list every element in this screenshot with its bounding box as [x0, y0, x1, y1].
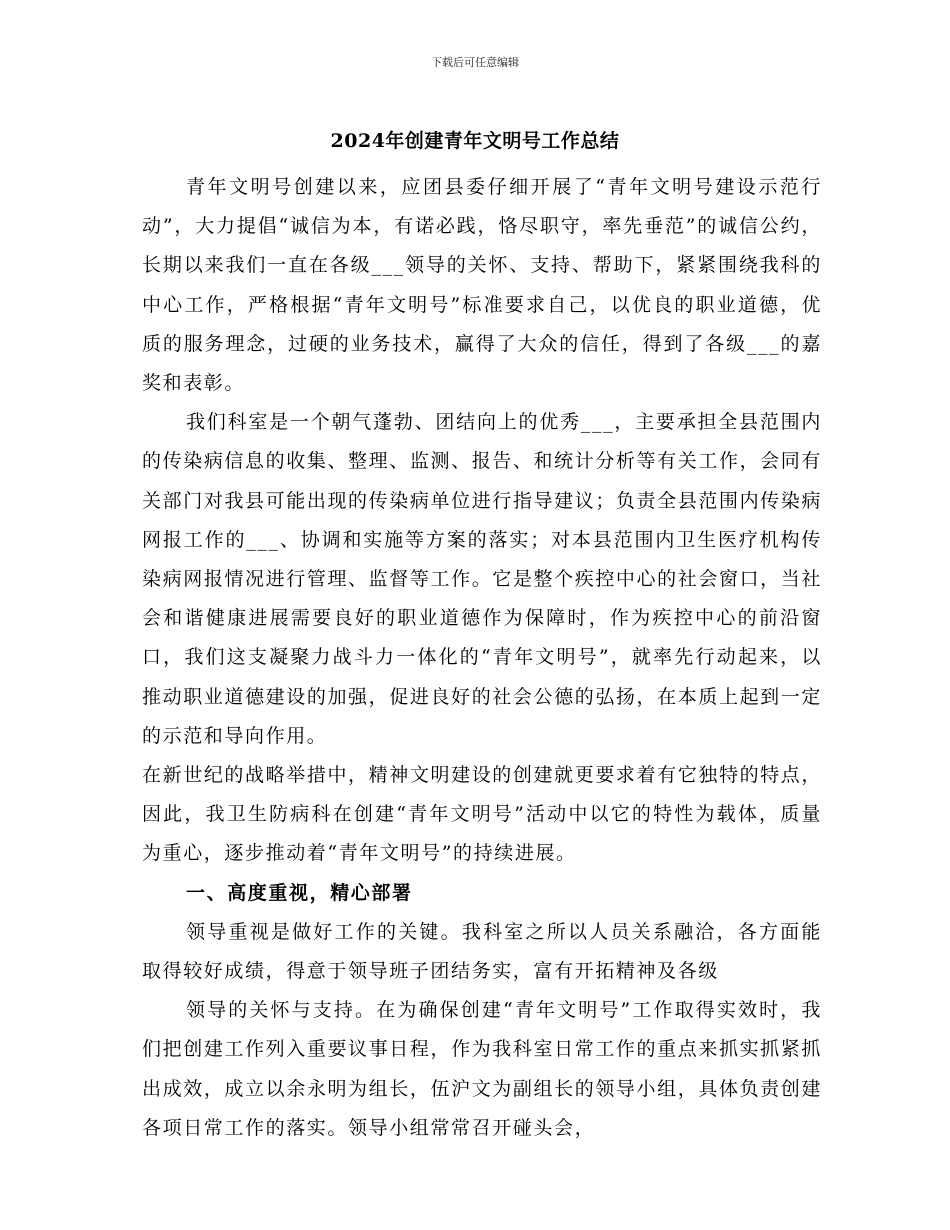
paragraph-leadership: 领导重视是做好工作的关键。我科室之所以人员关系融洽，各方面能取得较好成绩，得意于领导班子团结务实，富有开拓精神及各级 — [142, 920, 822, 983]
section-heading: 一、高度重视，精心部署 — [186, 881, 413, 904]
document-body — [142, 168, 822, 1148]
paragraph-leadership-cont: 领导的关怀与支持。在为确保创建“青年文明号”工作取得实效时，我们把创建工作列入重要议事日程，作为我科室日常工作的重点来抓实抓紧抓出成效，成立以余永明为组长，伍沪文为副组长的领导小组，具体负责创建各项日常工作的落实。领导小组常常召开碰头会， — [142, 999, 822, 1139]
document-title: 2024年创建青年文明号工作总结 — [330, 130, 620, 152]
paragraph-department: 我们科室是一个朝气蓬勃、团结向上的优秀___，主要承担全县范围内的传染病信息的收集、整理、监测、报告、和统计分析等有关工作，会同有关部门对我县可能出现的传染病单位进行指导建议；负责全县范围内传染病网报工作的___、协调和实施等方案的落实；对本县范围内卫生医疗机构传染病网报情况进行管理、监督等工作。它是整个疾控中心的社会窗口，当社会和谐健康进展需要良好的职业道德作为保障时，作为疾控中心的前沿窗口，我们这支凝聚力战斗力一体化的“青年文明号”，就率先行动起来，以推动职业道德建设的加强，促进良好的社会公德的弘扬，在本质上起到一定的示范和导向作用。 — [142, 411, 822, 747]
paragraph-strategy: 在新世纪的战略举措中，精神文明建设的创建就更要求着有它独特的特点，因此，我卫生防病科在创建“青年文明号”活动中以它的特性为载体，质量为重心，逐步推动着“青年文明号”的持续进展。 — [142, 764, 822, 865]
paragraph-intro: 青年文明号创建以来，应团县委仔细开展了“青年文明号建设示范行动”，大力提倡“诚信为本，有诺必践，恪尽职守，率先垂范”的诚信公约，长期以来我们一直在各级___领导的关怀、支持、帮助下，紧紧围绕我科的中心工作，严格根据“青年文明号”标准要求自己，以优良的职业道德，优质的服务理念，过硬的业务技术，赢得了大众的信任，得到了各级___的嘉奖和表彰。 — [142, 176, 822, 395]
header-note: 下载后可任意编辑 — [431, 56, 519, 69]
